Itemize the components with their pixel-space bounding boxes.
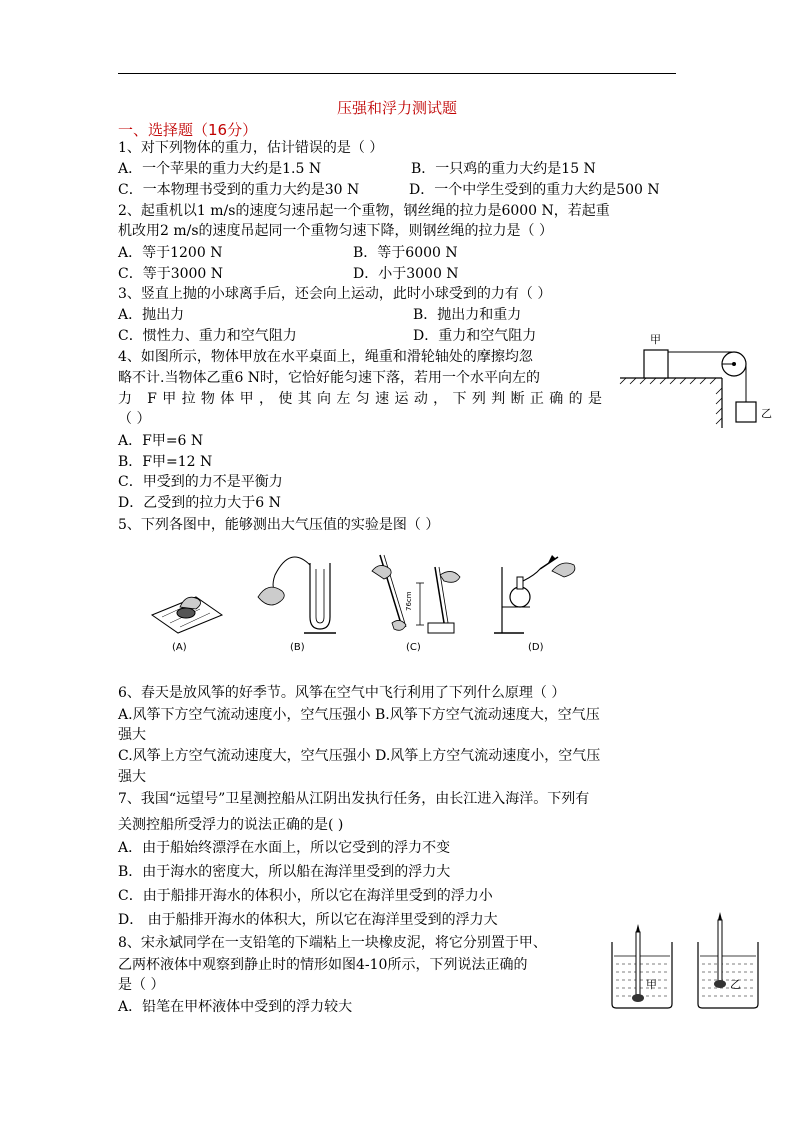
q2-option-d: D．小于3000 N (353, 266, 459, 282)
label-yi-beaker: 乙 (730, 978, 741, 991)
q4-stem-line2: 略不计.当物体乙重6 N时，它恰好能匀速下落，若用一个水平向左的 (118, 370, 541, 386)
q4-pulley-figure (616, 330, 776, 430)
experiment-c (372, 555, 460, 653)
label-jia-beaker: 甲 (646, 978, 657, 991)
q1-option-b: B．一只鸡的重力大约是15 N (411, 161, 596, 177)
q8-stem-line1: 8、宋永斌同学在一支铅笔的下端粘上一块橡皮泥，将它分别置于甲、 (118, 935, 547, 951)
block-yi (736, 402, 756, 422)
q7-option-a: A．由于船始终漂浮在水面上，所以它受到的浮力不变 (118, 840, 451, 856)
q6-options-ab: A.风筝下方空气流动速度小，空气压强小 B.风筝下方空气流动速度大，空气压 (118, 707, 600, 723)
q8-option-a: A．铅笔在甲杯液体中受到的浮力较大 (118, 999, 353, 1015)
q4-option-a: A．F甲=6 N (118, 433, 204, 449)
q7-option-b: B．由于海水的密度大，所以船在海洋里受到的浮力大 (118, 864, 451, 880)
q5-experiment-figures (140, 545, 590, 660)
q8-beaker-figure (606, 908, 776, 1012)
q6-stem: 6、春天是放风筝的好季节。风筝在空气中飞行利用了下列什么原理（ ） (118, 685, 566, 701)
q4-stem-line1: 4、如图所示，物体甲放在水平桌面上，绳重和滑轮轴处的摩擦均忽 (118, 349, 533, 365)
q6-options-ab-cont: 强大 (118, 727, 146, 743)
experiment-a (152, 597, 222, 653)
q3-option-d: D．重力和空气阻力 (413, 328, 537, 344)
q3-option-b: B．抛出力和重力 (413, 307, 522, 323)
q2-stem-line2: 机改用2 m/s的速度吊起同一个重物匀速下降，则钢丝绳的拉力是（ ） (118, 223, 553, 239)
label-b: (B) (290, 642, 305, 653)
q3-option-c: C．惯性力、重力和空气阻力 (118, 328, 297, 344)
label-a: (A) (172, 642, 187, 653)
q2-option-a: A．等于1200 N (118, 245, 223, 261)
q7-stem-line2: 关测控船所受浮力的说法正确的是( ) (118, 817, 344, 833)
q1-option-c: C．一本物理书受到的重力大约是30 N (118, 182, 360, 198)
q4-option-c: C．甲受到的力不是平衡力 (118, 474, 283, 490)
q6-options-cd: C.风筝上方空气流动速度大，空气压强小 D.风筝上方空气流动速度小，空气压 (118, 748, 601, 764)
q4-stem-line3: 力 F甲拉物体甲，使其向左匀速运动，下列判断正确的是 (118, 391, 602, 407)
header-rule (118, 73, 676, 74)
beaker-yi (698, 912, 758, 1008)
q5-stem: 5、下列各图中，能够测出大气压值的实验是图（ ） (118, 517, 440, 533)
page-title: 压强和浮力测试题 (336, 99, 457, 117)
experiment-b (258, 557, 336, 653)
q3-stem: 3、竖直上抛的小球离手后，还会向上运动，此时小球受到的力有（ ） (118, 286, 552, 302)
label-d: (D) (528, 642, 544, 653)
q7-option-c: C．由于船排开海水的体积小，所以它在海洋里受到的浮力小 (118, 888, 493, 904)
label-yi: 乙 (761, 407, 772, 420)
scale-label: 76cm (405, 591, 413, 611)
label-jia: 甲 (650, 333, 661, 346)
section-heading: 一、选择题（16分） (118, 121, 258, 139)
experiment-d (494, 555, 575, 653)
q8-stem-line2: 乙两杯液体中观察到静止时的情形如图4-10所示，下列说法正确的 (118, 957, 528, 973)
q4-stem-line4: （ ） (118, 411, 151, 427)
beaker-jia (612, 924, 672, 1008)
q2-stem-line1: 2、起重机以1 m/s的速度匀速吊起一个重物，钢丝绳的拉力是6000 N，若起重 (118, 203, 610, 219)
label-c: (C) (406, 642, 421, 653)
q2-option-c: C．等于3000 N (118, 266, 224, 282)
q4-option-d: D．乙受到的拉力大于6 N (118, 495, 281, 511)
q8-stem-line3: 是（ ） (118, 977, 165, 993)
q1-option-a: A．一个苹果的重力大约是1.5 N (118, 161, 322, 177)
q4-option-b: B．F甲=12 N (118, 454, 213, 470)
q1-option-d: D．一个中学生受到的重力大约是500 N (409, 182, 660, 198)
q1-stem: 1、对下列物体的重力，估计错误的是（ ） (118, 140, 384, 156)
q7-option-d: D． 由于船排开海水的体积大，所以它在海洋里受到的浮力大 (118, 912, 498, 928)
q3-option-a: A．抛出力 (118, 307, 185, 323)
block-jia (644, 350, 668, 378)
q6-options-cd-cont: 强大 (118, 769, 146, 785)
q7-stem-line1: 7、我国“远望号”卫星测控船从江阴出发执行任务，由长江进入海洋。下列有 (118, 791, 590, 807)
q2-option-b: B．等于6000 N (353, 245, 458, 261)
